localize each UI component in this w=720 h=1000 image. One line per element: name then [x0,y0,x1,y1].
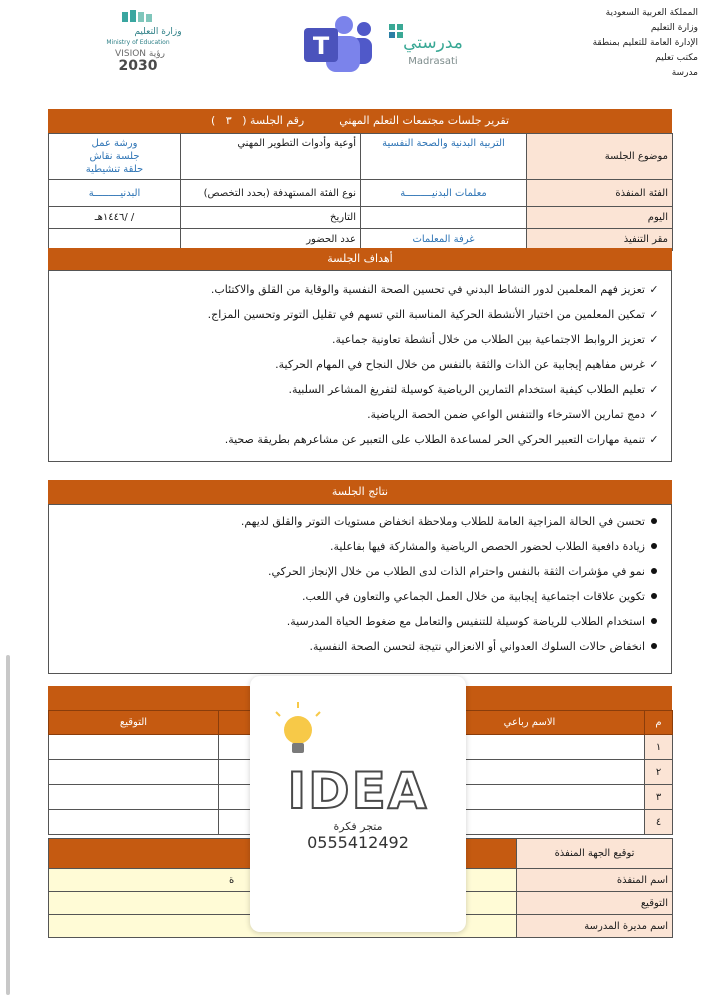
venue-value[interactable]: غرفة المعلمات [361,229,527,251]
row-number: ٢ [645,760,673,785]
date-label: التاريخ [181,207,361,229]
bullet-icon [651,568,657,574]
madrasati-arabic: مدرستي [403,33,463,53]
tools-label: أوعية وأدوات التطوير المهني [181,134,361,180]
principal-name-label: اسم مديرة المدرسة [517,915,673,938]
col-index-header: م [645,711,673,735]
results-box [48,504,672,674]
row-number: ٣ [645,785,673,810]
objectives-box [48,270,672,462]
moe-arabic-name: وزارة التعليم [134,27,182,37]
topic-value[interactable]: التربية البدنية والصحة النفسية [361,134,527,180]
signature-heading: توقيع الجهة المنفذة [517,839,673,869]
idea-subtitle: متجر فكرة [333,820,383,833]
check-icon: ✓ [649,358,659,371]
header-line: الإدارة العامة للتعليم بمنطقة [592,38,698,48]
topic-label: موضوع الجلسة [527,134,673,180]
results-heading: نتائج الجلسة [48,480,672,504]
vision-year: 2030 [118,58,158,74]
row-number: ٤ [645,810,673,835]
result-item: نمو في مؤشرات الثقة بالنفس واحترام الذات لدى الطلاب من خلال الإنجاز الحركي. [49,559,663,584]
moe-english-name: Ministry of Education [106,39,170,46]
header-line: وزارة التعليم [650,23,698,33]
check-icon: ✓ [649,383,659,396]
header-line: المملكة العربية السعودية [605,8,698,18]
bullet-icon [651,543,657,549]
executor-name-value[interactable]: ة [49,869,517,892]
objective-item: ✓غرس مفاهيم إيجابية عن الذات والثقة بالنفس من خلال النجاح في المهام الحركية. [49,352,663,377]
group-value[interactable]: معلمات البدنيـــــــــة [361,180,527,207]
col-signature-header: التوقيع [49,711,219,735]
check-icon: ✓ [649,308,659,321]
tools-option[interactable]: جلسة نقاش [89,151,140,162]
signature-label: التوقيع [517,892,673,915]
bullet-icon [651,643,657,649]
session-number: ٣ [225,114,232,127]
teams-letter: T [312,32,330,60]
lightbulb-icon [276,702,320,753]
executor-name-label: اسم المنفذة [517,869,673,892]
result-item: تحسن في الحالة المزاجية العامة للطلاب وملاحظة انخفاض مستويات التوتر والقلق لديهم. [49,509,663,534]
session-label: رقم الجلسة ( [242,114,305,127]
objective-item: ✓دمج تمارين الاسترخاء والتنفس الواعي ضمن الحصة الرياضية. [49,402,663,427]
target-label: نوع الفئة المستهدفة (بحدد التخصص) [181,180,361,207]
result-item: تكوين علاقات اجتماعية إيجابية من خلال العمل الجماعي والتعاون في اللعب. [49,584,663,609]
target-value[interactable]: البدنيـــــــــة [49,180,181,207]
day-label: اليوم [527,207,673,229]
tools-options [49,134,181,180]
madrasati-english: Madrasati [408,56,458,67]
result-item: زيادة دافعية الطلاب لحضور الحصص الرياضية والمشاركة فيها بفاعلية. [49,534,663,559]
signature-cell[interactable] [49,760,219,785]
objectives-heading: أهداف الجلسة [48,248,672,270]
bullet-icon [651,518,657,524]
group-label: الفئة المنفذة [527,180,673,207]
madrasati-logo [385,18,467,72]
bullet-icon [651,593,657,599]
session-info-table [48,133,673,251]
objective-item: ✓تعليم الطلاب كيفية استخدام التمارين الرياضية كوسيلة لتفريغ المشاعر السلبية. [49,377,663,402]
header-line: مكتب تعليم [655,53,698,63]
scrollbar[interactable] [6,655,10,995]
moe-vision-logo [78,10,198,76]
idea-brand: IDEA [287,762,429,820]
session-close: ) [210,114,216,127]
signature-cell[interactable] [49,785,219,810]
date-value[interactable]: / /١٤٤٦هـ [49,207,181,229]
result-item: انخفاض حالات السلوك العدواني أو الانعزالي نتيجة لتحسن الصحة النفسية. [49,634,663,659]
vision-label: VISION رؤية [115,49,165,59]
check-icon: ✓ [649,333,659,346]
header-line: مدرسة [671,68,698,78]
tools-option[interactable]: ورشة عمل [91,138,138,149]
day-value[interactable] [361,207,527,229]
objective-item: ✓تمكين المعلمين من اختيار الأنشطة الحركية المناسبة التي تسهم في تقليل التوتر وتحسين المزاج. [49,302,663,327]
ministry-header [528,6,698,81]
idea-watermark-card [250,676,466,932]
bullet-icon [651,618,657,624]
row-number: ١ [645,735,673,760]
check-icon: ✓ [649,408,659,421]
objective-item: ✓تعزيز الروابط الاجتماعية بين الطلاب من خلال أنشطة تعاونية جماعية. [49,327,663,352]
check-icon: ✓ [649,433,659,446]
attendance-label: عدد الحضور [181,229,361,251]
report-title: تقرير جلسات مجتمعات التعلم المهني [339,114,509,127]
objective-item: ✓تعزيز فهم المعلمين لدور النشاط البدني في تحسين الصحة النفسية والوقاية من القلق والاكتئاب. [49,277,663,302]
signature-cell[interactable] [49,810,219,835]
result-item: استخدام الطلاب للرياضة كوسيلة للتنفيس والتعامل مع ضغوط الحياة المدرسية. [49,609,663,634]
tools-option[interactable]: حلقة تنشيطية [85,164,144,175]
signature-cell[interactable] [49,735,219,760]
teams-logo [302,14,374,74]
venue-label: مقر التنفيذ [527,229,673,251]
report-title-bar [48,109,672,133]
objective-item: ✓تنمية مهارات التعبير الحركي الحر لمساعدة الطلاب على التعبير عن مشاعرهم بطريقة صحية. [49,427,663,452]
idea-phone: 0555412492 [307,833,409,852]
check-icon: ✓ [649,283,659,296]
col-name-header: الاسم رباعي [415,711,645,735]
